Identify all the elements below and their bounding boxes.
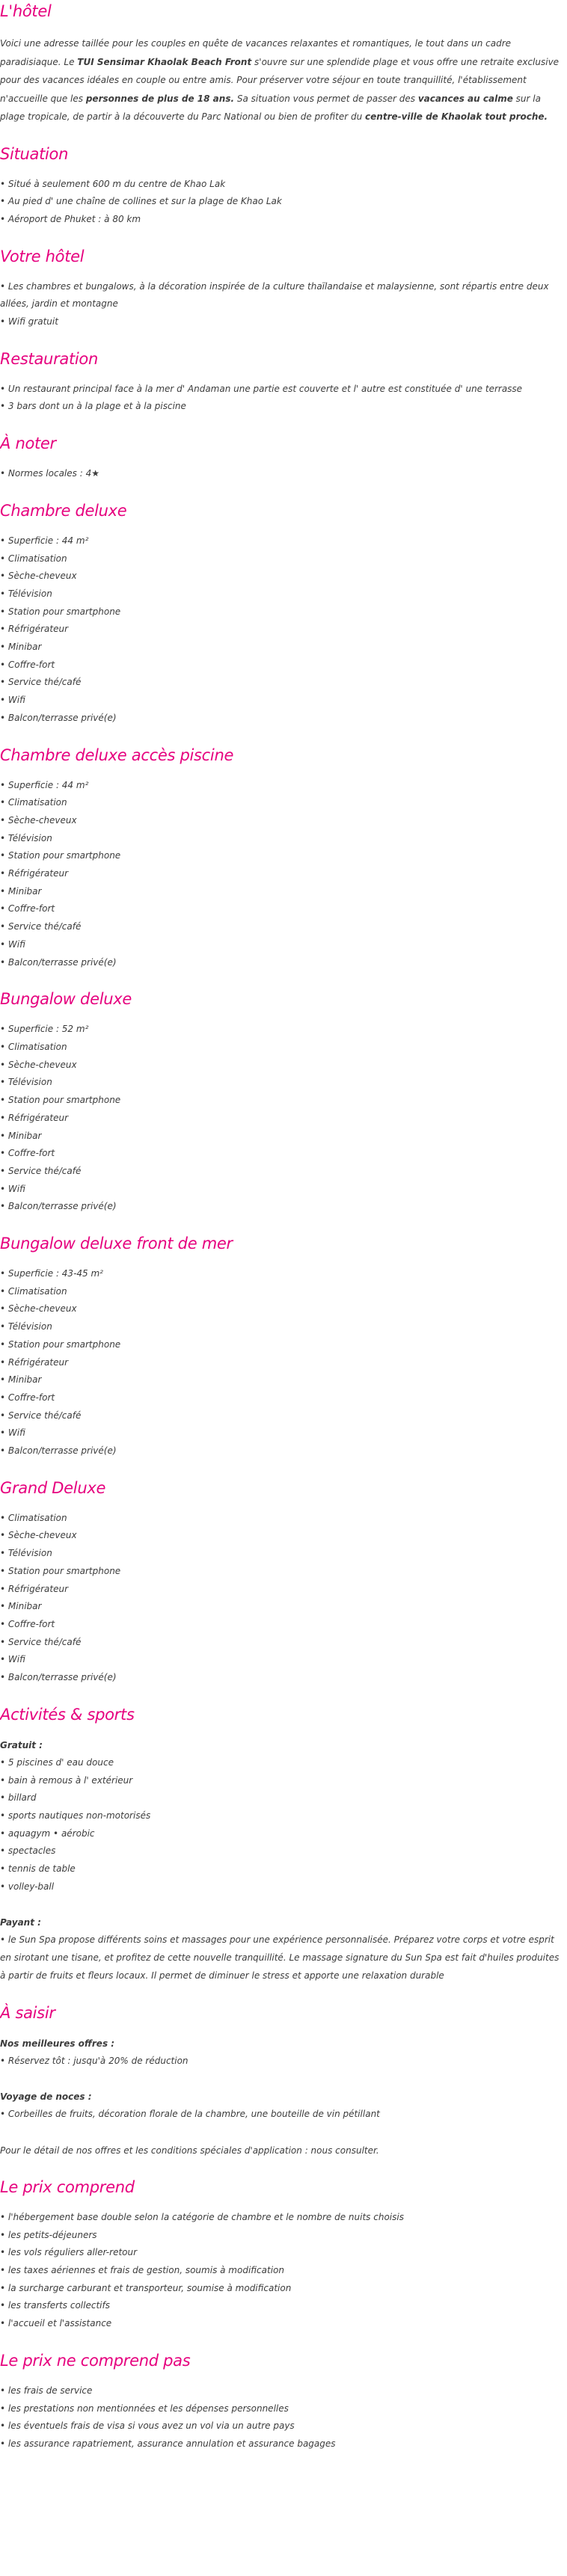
offres-label: Nos meilleures offres : xyxy=(0,2038,115,2049)
payant-label: Payant : xyxy=(0,1917,41,1928)
offres-list xyxy=(0,2053,564,2071)
list-item: • Réfrigérateur xyxy=(0,1354,564,1372)
section-title-bungalow-deluxe: Bungalow deluxe xyxy=(0,990,132,1009)
list-item: • Station pour smartphone xyxy=(0,603,564,621)
list-item: • Réservez tôt : jusqu'à 20% de réduction xyxy=(0,2053,564,2071)
section-restauration xyxy=(0,349,564,416)
list-item: • Station pour smartphone xyxy=(0,1336,564,1354)
section-title-a-noter: À noter xyxy=(0,434,56,453)
list-item: • Climatisation xyxy=(0,1510,564,1528)
intro-text: Sa situation vous permet de passer des xyxy=(234,93,418,104)
list-item: • Réfrigérateur xyxy=(0,621,564,639)
section-votre-hotel xyxy=(0,247,564,331)
list-item: • Coffre-fort xyxy=(0,1145,564,1163)
list-item: • Service thé/café xyxy=(0,918,564,936)
list-item: • Coffre-fort xyxy=(0,1389,564,1407)
section-prix-ne-comprend-pas xyxy=(0,2351,564,2453)
list-item: • les petits-déjeuners xyxy=(0,2227,564,2245)
list-item: • Wifi gratuit xyxy=(0,313,564,331)
section-title-bungalow-front-mer: Bungalow deluxe front de mer xyxy=(0,1235,233,1253)
list-item: • bain à remous à l' extérieur xyxy=(0,1772,564,1790)
noces-label: Voyage de noces : xyxy=(0,2091,92,2103)
list-item: • Coffre-fort xyxy=(0,1616,564,1634)
list-item: • Superficie : 44 m² xyxy=(0,777,564,795)
section-activites xyxy=(0,1705,564,1985)
offres-note: Pour le détail de nos offres et les conditions spéciales d'application : nous consulter. xyxy=(0,2145,379,2156)
list-item: • Station pour smartphone xyxy=(0,1092,564,1110)
list-item: • Station pour smartphone xyxy=(0,847,564,865)
intro-text: s'ouvre sur une splendide plage et vous offre une retraite exclusive pour des vacances idéales en couple ou entre amis. Pour préserver votre séjour en toute tranquillité, l'établissement n'accueille que les xyxy=(0,56,560,104)
list-item: • Situé à seulement 600 m du centre de Khao Lak xyxy=(0,176,564,194)
list-item: • Réfrigérateur xyxy=(0,1110,564,1128)
section-hotel xyxy=(0,0,564,126)
list-item: • Réfrigérateur xyxy=(0,1581,564,1599)
section-title-chambre-deluxe: Chambre deluxe xyxy=(0,501,127,520)
intro-text: sur la plage tropicale, de partir à la découverte du Parc National ou bien de profiter du xyxy=(0,93,541,122)
chambre-deluxe-list xyxy=(0,532,564,728)
section-title-restauration: Restauration xyxy=(0,349,98,368)
payant-list xyxy=(0,1931,564,1985)
list-item: • Télévision xyxy=(0,830,564,848)
section-title-grand-deluxe: Grand Deluxe xyxy=(0,1478,106,1497)
list-item: • Minibar xyxy=(0,1598,564,1616)
section-title-situation: Situation xyxy=(0,144,69,163)
situation-list xyxy=(0,176,564,229)
list-item: • spectacles xyxy=(0,1842,564,1860)
restauration-list xyxy=(0,381,564,416)
section-title-chambre-deluxe-piscine: Chambre deluxe accès piscine xyxy=(0,746,234,764)
section-title-activites: Activités & sports xyxy=(0,1705,135,1724)
section-title-hotel: L'hôtel xyxy=(0,2,52,20)
list-item: • Aéroport de Phuket : à 80 km xyxy=(0,211,564,229)
list-item: • sports nautiques non-motorisés xyxy=(0,1807,564,1825)
list-item: • Climatisation xyxy=(0,1283,564,1301)
list-item: • Sèche-cheveux xyxy=(0,568,564,585)
list-item: • Wifi xyxy=(0,692,564,710)
list-item: • Balcon/terrasse privé(e) xyxy=(0,1442,564,1460)
section-a-noter xyxy=(0,434,564,483)
list-item: • Wifi xyxy=(0,936,564,954)
list-item: • Climatisation xyxy=(0,1039,564,1057)
list-item: • Un restaurant principal face à la mer d' Andaman une partie est couverte et l' autre est constituée d' une terrasse xyxy=(0,381,564,399)
age-restriction: personnes de plus de 18 ans. xyxy=(85,93,235,104)
list-item: • Minibar xyxy=(0,883,564,901)
list-item: • l'hébergement base double selon la catégorie de chambre et le nombre de nuits choisis xyxy=(0,2209,564,2227)
list-item: • Service thé/café xyxy=(0,1407,564,1425)
list-item: • Superficie : 43-45 m² xyxy=(0,1265,564,1283)
list-item: • Climatisation xyxy=(0,550,564,568)
section-prix-comprend xyxy=(0,2177,564,2333)
gratuit-list xyxy=(0,1754,564,1896)
list-item: • Réfrigérateur xyxy=(0,865,564,883)
list-item: • les frais de service xyxy=(0,2382,564,2400)
list-item: • Télévision xyxy=(0,1318,564,1336)
list-item: • volley-ball xyxy=(0,1878,564,1896)
section-grand-deluxe xyxy=(0,1478,564,1687)
section-chambre-deluxe xyxy=(0,501,564,728)
calm-vacation: vacances au calme xyxy=(417,93,513,104)
list-item: • les vols réguliers aller-retour xyxy=(0,2244,564,2262)
list-item: • Station pour smartphone xyxy=(0,1563,564,1581)
bungalow-deluxe-list xyxy=(0,1021,564,1216)
section-title-votre-hotel: Votre hôtel xyxy=(0,247,85,265)
list-item: • la surcharge carburant et transporteur, soumise à modification xyxy=(0,2280,564,2298)
list-item: • les éventuels frais de visa si vous avez un vol via un autre pays xyxy=(0,2417,564,2435)
list-item: • Sèche-cheveux xyxy=(0,1300,564,1318)
section-situation xyxy=(0,144,564,229)
list-item: • Climatisation xyxy=(0,794,564,812)
list-item: • Balcon/terrasse privé(e) xyxy=(0,710,564,728)
list-item: • Sèche-cheveux xyxy=(0,1527,564,1545)
list-item: • billard xyxy=(0,1789,564,1807)
list-item: • l'accueil et l'assistance xyxy=(0,2315,564,2333)
list-item: • Normes locales : 4★ xyxy=(0,465,564,483)
list-item: • Corbeilles de fruits, décoration florale de la chambre, une bouteille de vin pétillant xyxy=(0,2106,564,2124)
noces-list xyxy=(0,2106,564,2124)
intro-text: Voici une adresse taillée pour les couples en quête de vacances relaxantes et romantiques, le tout dans un cadre paradisiaque. Le xyxy=(0,38,512,67)
list-item: • les transferts collectifs xyxy=(0,2297,564,2315)
list-item: • Au pied d' une chaîne de collines et sur la plage de Khao Lak xyxy=(0,193,564,211)
prix-ne-comprend-pas-list xyxy=(0,2382,564,2453)
list-item: • Minibar xyxy=(0,1128,564,1146)
chambre-deluxe-piscine-list xyxy=(0,777,564,972)
list-item: • Service thé/café xyxy=(0,1163,564,1181)
list-item: • Sèche-cheveux xyxy=(0,1057,564,1075)
section-bungalow-front-mer xyxy=(0,1234,564,1460)
list-item: • Télévision xyxy=(0,1074,564,1092)
list-item: • Balcon/terrasse privé(e) xyxy=(0,1198,564,1216)
list-item: • Minibar xyxy=(0,1371,564,1389)
grand-deluxe-list xyxy=(0,1510,564,1687)
bungalow-front-mer-list xyxy=(0,1265,564,1460)
list-item: • Balcon/terrasse privé(e) xyxy=(0,954,564,972)
list-item: • Wifi xyxy=(0,1651,564,1669)
section-a-saisir xyxy=(0,2003,564,2160)
list-item: • 3 bars dont un à la plage et à la piscine xyxy=(0,398,564,416)
prix-comprend-list xyxy=(0,2209,564,2333)
gratuit-label: Gratuit : xyxy=(0,1739,43,1750)
a-noter-list xyxy=(0,465,564,483)
list-item: • Service thé/café xyxy=(0,1634,564,1652)
list-item: • 5 piscines d' eau douce xyxy=(0,1754,564,1772)
section-title-a-saisir: À saisir xyxy=(0,2003,55,2022)
list-item: • Superficie : 44 m² xyxy=(0,532,564,550)
list-item: • les prestations non mentionnées et les dépenses personnelles xyxy=(0,2400,564,2418)
votre-hotel-list xyxy=(0,278,564,331)
list-item: • tennis de table xyxy=(0,1860,564,1878)
hotel-intro xyxy=(0,34,564,126)
section-chambre-deluxe-piscine xyxy=(0,746,564,972)
list-item: • Télévision xyxy=(0,585,564,603)
list-item: • Télévision xyxy=(0,1545,564,1563)
section-title-prix-ne-comprend-pas: Le prix ne comprend pas xyxy=(0,2351,191,2370)
list-item: • Service thé/café xyxy=(0,674,564,692)
list-item: • aquagym • aérobic xyxy=(0,1825,564,1843)
list-item: • Les chambres et bungalows, à la décoration inspirée de la culture thaïlandaise et malaysienne, sont répartis entre deux allées, jardin et montagne xyxy=(0,278,564,313)
list-item: • le Sun Spa propose différents soins et massages pour une expérience personnalisée. Préparez votre corps et votre esprit en sirotant une tisane, et profitez de cette nouvelle tranquillité. Le massage signature du Sun Spa est fait d'huiles produites à partir de fruits et fleurs locaux. Il permet de diminuer le stress et apporte une relaxation durable xyxy=(0,1931,564,1985)
list-item: • Balcon/terrasse privé(e) xyxy=(0,1669,564,1687)
hotel-name: TUI Sensimar Khaolak Beach Front xyxy=(77,56,252,67)
list-item: • Coffre-fort xyxy=(0,900,564,918)
list-item: • Sèche-cheveux xyxy=(0,812,564,830)
list-item: • Wifi xyxy=(0,1181,564,1199)
list-item: • Superficie : 52 m² xyxy=(0,1021,564,1039)
section-bungalow-deluxe xyxy=(0,989,564,1216)
list-item: • les taxes aériennes et frais de gestion, soumis à modification xyxy=(0,2262,564,2280)
section-title-prix-comprend: Le prix comprend xyxy=(0,2177,135,2196)
town-centre: centre-ville de Khaolak tout proche. xyxy=(365,111,548,122)
list-item: • Minibar xyxy=(0,639,564,657)
list-item: • Coffre-fort xyxy=(0,657,564,674)
list-item: • les assurance rapatriement, assurance annulation et assurance bagages xyxy=(0,2435,564,2453)
list-item: • Wifi xyxy=(0,1424,564,1442)
